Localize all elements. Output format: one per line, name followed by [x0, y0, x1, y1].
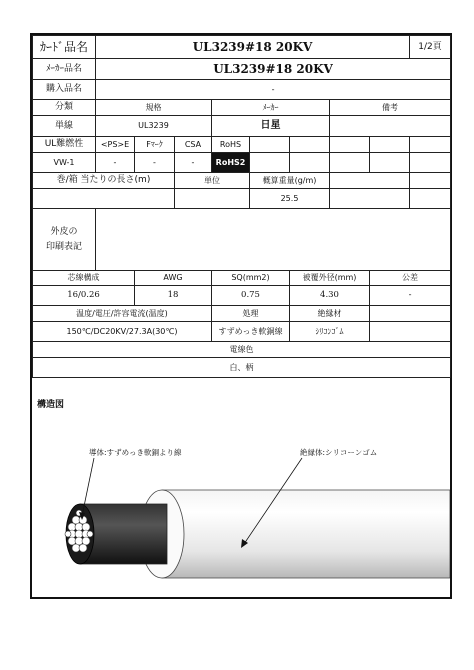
diagram-title: 構造図: [37, 400, 65, 410]
card-name-label: ｶｰﾄﾞ品名: [33, 36, 96, 59]
csa-header: CSA: [175, 137, 212, 153]
classification-header: 分類: [33, 100, 96, 116]
f-mark-value: -: [135, 153, 175, 173]
structure-diagram: [32, 392, 450, 599]
maker-header: ﾒｰｶｰ: [212, 100, 330, 116]
length-value: [33, 189, 175, 209]
rating-value: 150℃/DC20KV/27.3A(30℃): [33, 322, 212, 342]
wire-color-header: 電線色: [33, 342, 451, 358]
spec-table: [32, 35, 451, 378]
spec-sheet: [30, 33, 452, 599]
awg-value: 18: [135, 286, 212, 306]
sq-value: 0.75: [212, 286, 290, 306]
strand-value: 16/0.26: [33, 286, 135, 306]
weight-value: 25.5: [250, 189, 330, 209]
insulation-header: 絶縁材: [290, 306, 370, 322]
cable-drawing: [32, 392, 450, 599]
ps-e-value: -: [96, 153, 135, 173]
awg-header: AWG: [135, 271, 212, 286]
length-label: 巻/箱 当たりの長さ(m): [33, 173, 175, 189]
print-marking-label: [33, 209, 96, 271]
remarks-value: [330, 116, 451, 137]
flame-grade: VW-1: [33, 153, 96, 173]
tolerance-value: -: [370, 286, 451, 306]
csa-value: -: [175, 153, 212, 173]
tolerance-header: 公差: [370, 271, 451, 286]
conductor-label: 導体:すずめっき軟銅より線: [89, 448, 182, 457]
page-number: 1/2頁: [410, 36, 451, 59]
rohs-badge: RoHS2: [212, 153, 250, 173]
outer-diameter-header: 被覆外径(mm): [290, 271, 370, 286]
insulation-label: 絶縁体:シリコーンゴム: [300, 448, 378, 457]
print-marking-value: [96, 209, 451, 271]
wire-color-value: 白、柄: [33, 358, 451, 378]
purchase-name-value: -: [96, 80, 451, 100]
strand-header: 芯線構成: [33, 271, 135, 286]
wire-type-label: 単線: [33, 116, 96, 137]
print-marking-label-line1: 外皮の: [50, 227, 78, 238]
maker-value: 日星: [212, 116, 330, 137]
insulation-value: ｼﾘｺﾝｺﾞﾑ: [290, 322, 370, 342]
flame-label: UL難燃性: [33, 137, 96, 153]
standard-header: 規格: [96, 100, 212, 116]
rating-header: 温度/電圧/許容電流(温度): [33, 306, 212, 322]
treatment-value: すずめっき軟銅線: [212, 322, 290, 342]
remarks-header: 備考: [330, 100, 451, 116]
f-mark-header: Fﾏｰｸ: [135, 137, 175, 153]
sq-header: SQ(mm2): [212, 271, 290, 286]
print-marking-label-line2: 印刷表記: [45, 241, 82, 252]
jacket-body: [162, 490, 450, 578]
weight-label: 概算重量(g/m): [250, 173, 330, 189]
unit-value: [175, 189, 250, 209]
treatment-header: 処理: [212, 306, 290, 322]
rohs-header: RoHS: [212, 137, 250, 153]
ps-e-header: <PS>E: [96, 137, 135, 153]
maker-name-value: UL3239#18 20KV: [96, 59, 451, 80]
unit-label: 単位: [175, 173, 250, 189]
card-name-value: UL3239#18 20KV: [96, 36, 410, 59]
standard-value: UL3239: [96, 116, 212, 137]
maker-name-label: ﾒｰｶｰ品名: [33, 59, 96, 80]
outer-diameter-value: 4.30: [290, 286, 370, 306]
purchase-name-label: 購入品名: [33, 80, 96, 100]
